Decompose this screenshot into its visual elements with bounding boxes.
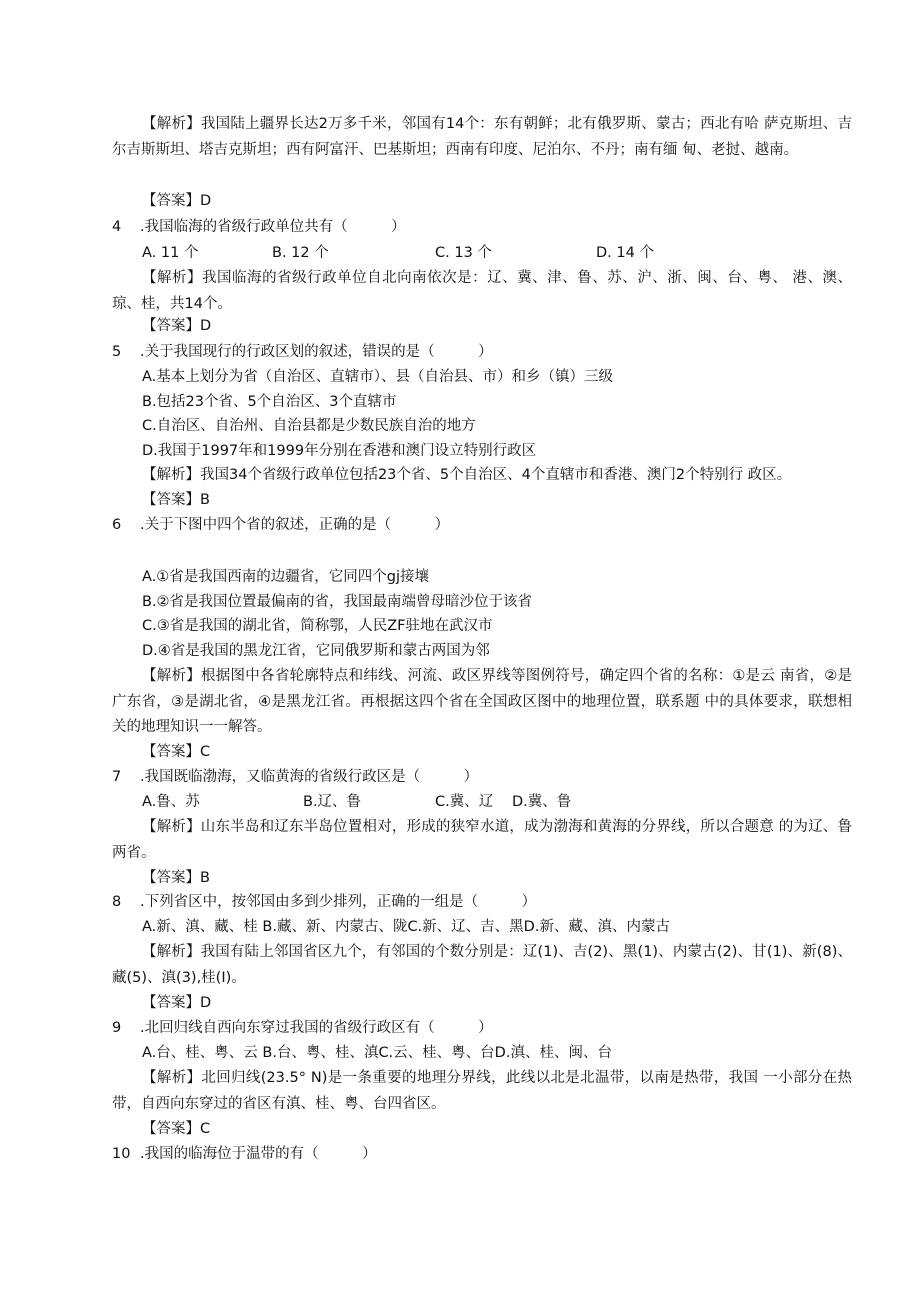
q6-option-c: C.③省是我国的湖北省，简称鄂，人民ZF驻地在武汉市 xyxy=(142,618,493,634)
q4-answer: 【答案】D xyxy=(142,318,212,334)
q9-answer: 【答案】C xyxy=(142,1121,211,1137)
q4-stem-line xyxy=(112,215,406,241)
q4-option-b: B. 12 个 xyxy=(272,245,329,261)
q6-option-a: A.①省是我国西南的边疆省，它同四个gj接壤 xyxy=(142,569,430,585)
q8-options: A.新、滇、藏、桂 B.藏、新、内蒙古、陇C.新、辽、吉、黑D.新、藏、滇、内蒙古 xyxy=(142,919,670,935)
q6-option-b: B.②省是我国位置最偏南的省，我国最南端曾母暗沙位于该省 xyxy=(142,594,533,610)
q5-stem-line xyxy=(112,340,493,366)
q5-stem: .关于我国现行的行政区划的叙述，错误的是（ ） xyxy=(140,344,493,360)
q4-option-a: A. 11 个 xyxy=(142,245,199,261)
q7-option-c: C.冀、辽 xyxy=(435,794,494,810)
q5-number: 5 xyxy=(112,344,122,360)
q5-option-a: A.基本上划分为省（自治区、直辖市）、县（自治县、市）和乡（镇）三级 xyxy=(142,369,614,385)
q5-option-b: B.包括23个省、5个自治区、3个直辖市 xyxy=(142,394,397,410)
q4-option-d: D. 14 个 xyxy=(596,245,654,261)
q8-stem-line xyxy=(112,890,536,916)
q5-option-c: C.自治区、自治州、自治县都是少数民族自治的地方 xyxy=(142,418,476,434)
q9-analysis: 【解析】北回归线(23.5° N)是一条重要的地理分界线，此线以北是北温带，以南是热带，我国 一小部分在热带，自西向东穿过的省区有滇、桂、粤、台四省区。 xyxy=(112,1070,852,1112)
q7-analysis: 【解析】山东半岛和辽东半岛位置相对，形成的狭窄水道，成为渤海和黄海的分界线，所以合题意 的为辽、鲁两省。 xyxy=(112,819,852,861)
q3-analysis: 【解析】我国陆上疆界长达2万多千米，邻国有14个：东有朝鲜；北有俄罗斯、蒙古；西北有哈 萨克斯坦、吉尔吉斯斯坦、塔吉克斯坦；西有阿富汗、巴基斯坦；西南有印度、尼泊尔、不丹；南有缅 甸、老挝、越南。 xyxy=(112,116,852,158)
q5-option-d: D.我国于1997年和1999年分别在香港和澳门设立特别行政区 xyxy=(142,443,537,459)
q8-answer: 【答案】D xyxy=(142,995,212,1011)
q4-number: 4 xyxy=(112,219,122,235)
q9-options: A.台、桂、粤、云 B.台、粤、桂、滇C.云、桂、粤、台D.滇、桂、闽、台 xyxy=(142,1045,612,1061)
q7-answer: 【答案】B xyxy=(142,870,210,886)
q7-stem: .我国既临渤海，又临黄海的省级行政区是（ ） xyxy=(140,769,479,785)
q5-answer: 【答案】B xyxy=(142,492,210,508)
q9-stem-line xyxy=(112,1016,493,1042)
q9-number: 9 xyxy=(112,1020,122,1036)
q5-analysis: 【解析】我国34个省级行政单位包括23个省、5个自治区、4个直辖市和香港、澳门2个特别行 政区。 xyxy=(142,467,792,483)
q7-option-b: B.辽、鲁 xyxy=(303,794,362,810)
q8-analysis: 【解析】我国有陆上邻国省区九个，有邻国的个数分别是：辽(1)、吉(2)、黑(1)、内蒙古(2)、甘(1)、新(8)、藏(5)、滇(3),桂(I)。 xyxy=(112,944,852,986)
q7-number: 7 xyxy=(112,769,122,785)
q6-stem: .关于下图中四个省的叙述，正确的是（ ） xyxy=(140,517,450,533)
q7-option-a: A.鲁、苏 xyxy=(142,794,200,810)
q7-option-d: D.冀、鲁 xyxy=(512,794,572,810)
q8-number: 8 xyxy=(112,894,122,910)
q9-stem: .北回归线自西向东穿过我国的省级行政区有（ ） xyxy=(140,1020,493,1036)
q10-stem: .我国的临海位于温带的有（ ） xyxy=(140,1146,377,1162)
q6-number: 6 xyxy=(112,517,122,533)
q8-stem: .下列省区中，按邻国由多到少排列，正确的一组是（ ） xyxy=(140,894,537,910)
q6-option-d: D.④省是我国的黑龙江省，它同俄罗斯和蒙古两国为邻 xyxy=(142,643,490,659)
q3-answer: 【答案】D xyxy=(142,193,212,209)
q7-stem-line xyxy=(112,765,478,791)
q10-number: 10 xyxy=(112,1146,131,1162)
q6-analysis: 【解析】根据图中各省轮廓特点和纬线、河流、政区界线等图例符号，确定四个省的名称：①是云 南省，②是广东省，③是湖北省，④是黑龙江省。再根据这四个省在全国政区图中的地理位置，联系题 中的具体要求，联想相关的地理知识一一解答。 xyxy=(112,668,852,736)
q6-stem-line xyxy=(112,513,449,539)
q6-answer: 【答案】C xyxy=(142,744,211,760)
q4-stem: .我国临海的省级行政单位共有（ ） xyxy=(140,219,406,235)
q4-option-c: C. 13 个 xyxy=(435,245,492,261)
q10-stem-line xyxy=(112,1142,377,1168)
q4-analysis: 【解析】我国临海的省级行政单位自北向南依次是：辽、冀、津、鲁、苏、沪、浙、闽、台、粤、 港、澳、琼、桂，共14个。 xyxy=(112,270,852,312)
